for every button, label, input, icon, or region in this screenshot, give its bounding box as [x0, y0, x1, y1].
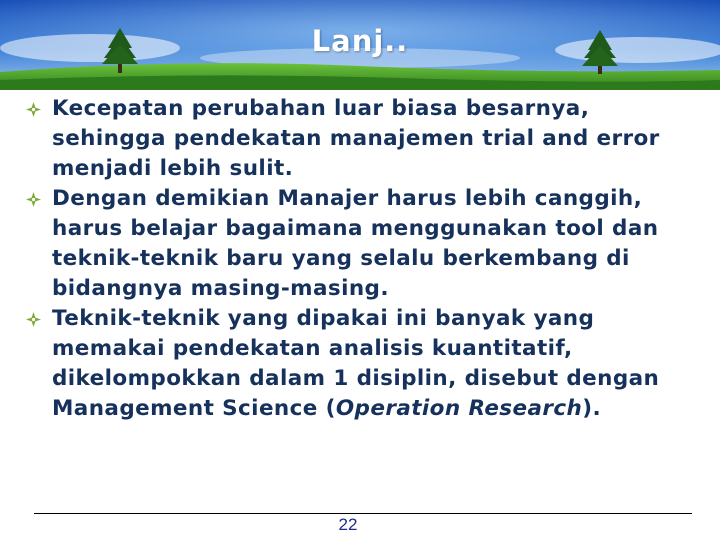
bullet-text-italic: Operation Research: [335, 396, 583, 421]
bullet-item: [26, 94, 706, 184]
diamond-bullet-icon: [26, 102, 41, 117]
header-banner: [0, 0, 720, 90]
bullet-item: [26, 304, 706, 424]
page-number: 22: [338, 515, 358, 534]
bullet-item: [26, 184, 706, 304]
bullet-text: Kecepatan perubahan luar biasa besarnya, sehingga pendekatan manajemen trial and error menjadi lebih sulit.: [52, 96, 660, 181]
bullet-list: [26, 94, 706, 424]
bullet-text: Teknik-teknik yang dipakai ini banyak yang memakai pendekatan analisis kuantitatif, dikelompokkan dalam 1 disiplin, disebut dengan Management Science (: [52, 306, 660, 421]
bullet-text: Dengan demikian Manajer harus lebih canggih, harus belajar bagaimana menggunakan tool dan teknik-teknik baru yang selalu berkembang di bidangnya masing-masing.: [52, 186, 659, 301]
bullet-text: ).: [582, 396, 602, 421]
footer-divider: [34, 513, 692, 514]
diamond-bullet-icon: [26, 312, 41, 327]
diamond-bullet-icon: [26, 192, 41, 207]
slide-title: Lanj..: [311, 24, 409, 58]
